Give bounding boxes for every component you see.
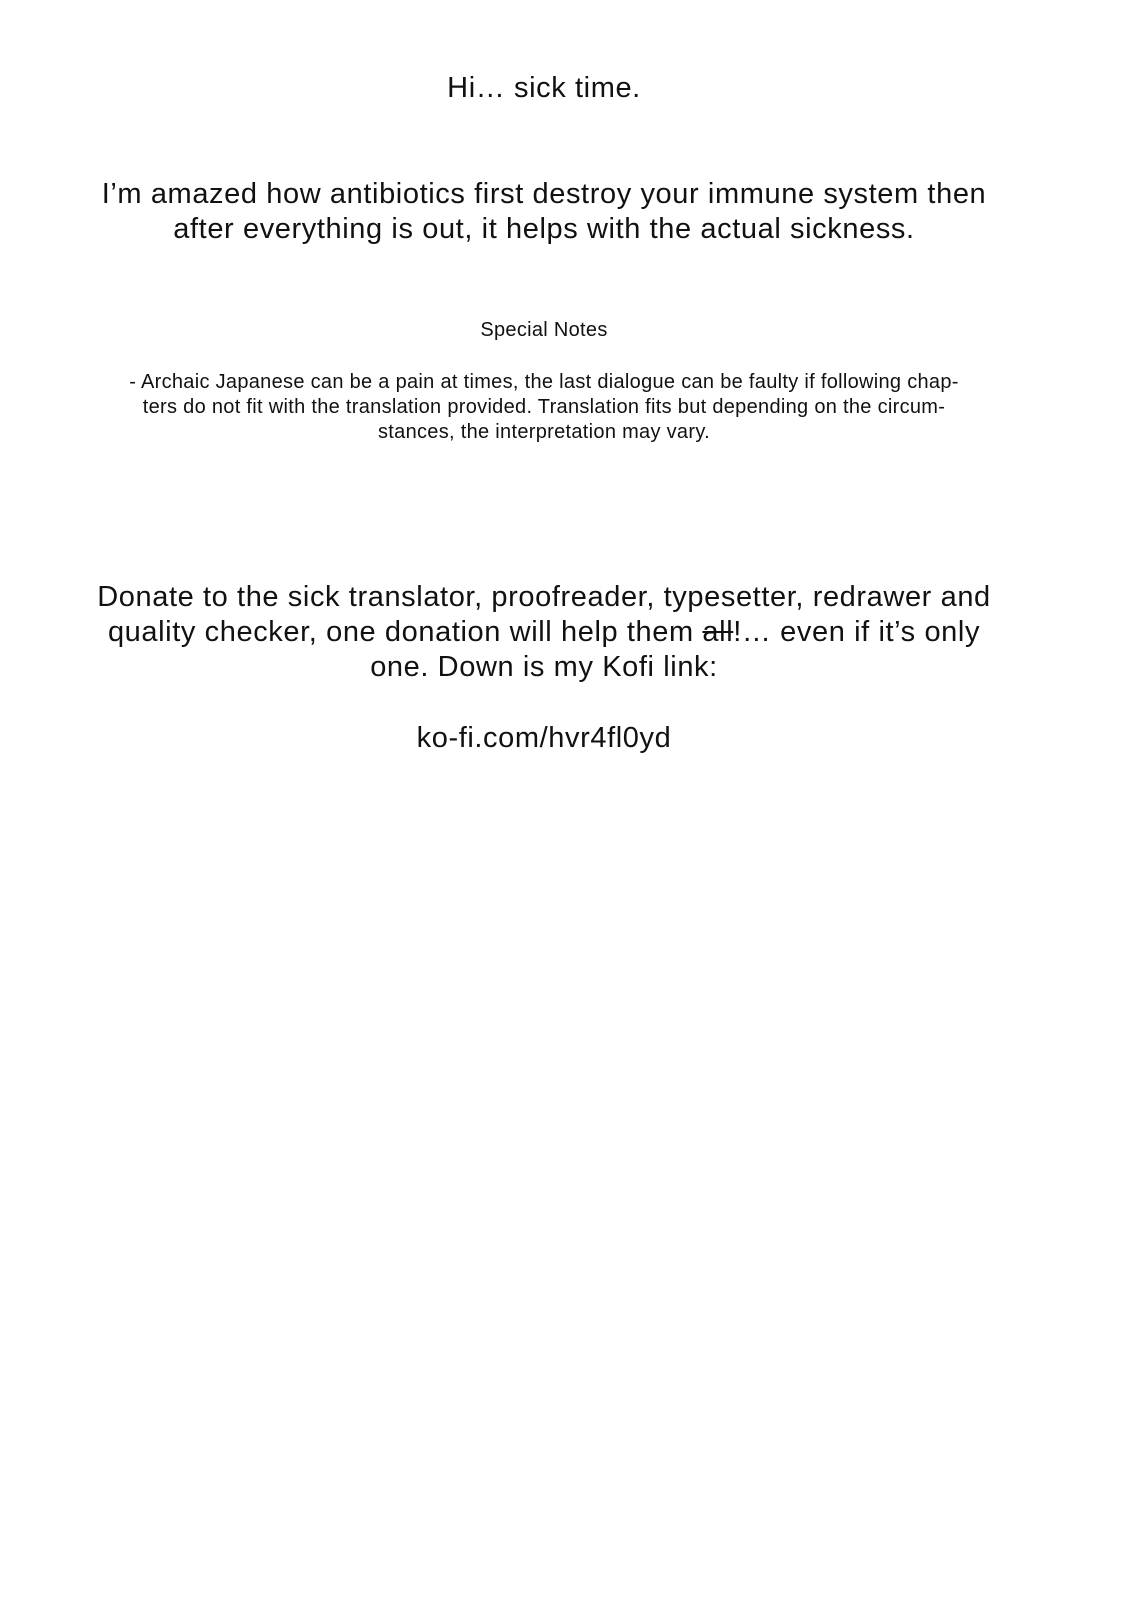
kofi-link[interactable]: ko-fi.com/hvr4fl0yd	[416, 722, 672, 754]
donate-line-2	[0, 616, 1088, 649]
notes-line-3: stances, the interpretation may vary.	[378, 421, 710, 443]
struck-word: all	[702, 616, 734, 648]
donate-line-2-start: quality checker, one donation will help them	[107, 616, 703, 648]
donate-line-1: Donate to the sick translator, proofreader, typesetter, redrawer and	[97, 581, 991, 613]
intro-line-2: after everything is out, it helps with the actual sickness.	[173, 213, 915, 245]
notes-line-1: - Archaic Japanese can be a pain at times, the last dialogue can be faulty if following chap-	[129, 371, 959, 393]
intro-line-1: I’m amazed how antibiotics first destroy your immune system then	[101, 178, 987, 210]
page-title: Hi… sick time.	[447, 72, 641, 104]
notes-line-2: ters do not fit with the translation provided. Translation fits but depending on the circum-	[142, 396, 946, 418]
donate-line-2-end: !… even if it’s only	[733, 616, 981, 648]
notes-heading: Special Notes	[480, 319, 608, 341]
donate-line-3: one. Down is my Kofi link:	[370, 651, 718, 683]
